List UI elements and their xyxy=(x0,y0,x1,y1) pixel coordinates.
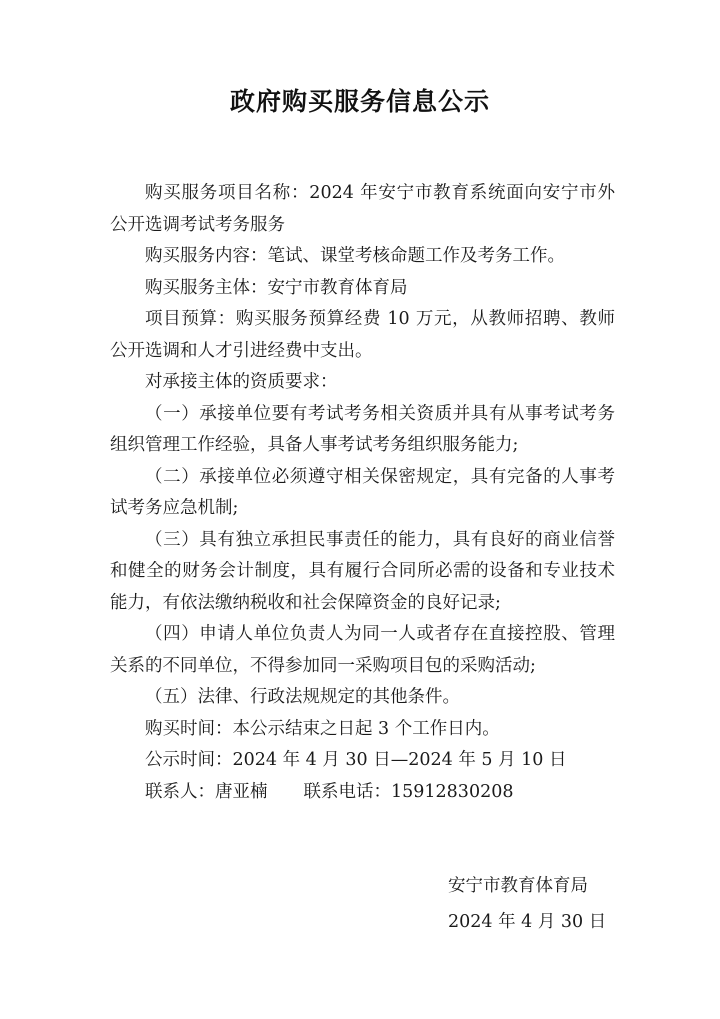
contact-line xyxy=(110,777,615,809)
document-body xyxy=(110,178,615,808)
paragraph-project-name: 购买服务项目名称：2024 年安宁市教育系统面向安宁市外公开选调考试考务服务 xyxy=(110,183,615,235)
paragraph-qualification-4: （四）申请人单位负责人为同一人或者存在直接控股、管理关系的不同单位，不得参加同一采购项目包的采购活动; xyxy=(110,624,615,676)
paragraph-purchase-time: 购买时间：本公示结束之日起 3 个工作日内。 xyxy=(145,718,500,739)
paragraph-service-content: 购买服务内容：笔试、课堂考核命题工作及考务工作。 xyxy=(145,246,565,266)
paragraph-budget: 项目预算：购买服务预算经费 10 万元，从教师招聘、教师公开选调和人才引进经费中支出。 xyxy=(110,309,615,361)
document-title: 政府购买服务信息公示 xyxy=(229,87,490,116)
paragraph-qualification-3: （三）具有独立承担民事责任的能力，具有良好的商业信誉和健全的财务会计制度，具有履行合同所必需的设备和专业技术能力，有依法缴纳税收和社会保障资金的良好记录; xyxy=(110,529,615,613)
paragraph-qualification-5: （五）法律、行政法规规定的其他条件。 xyxy=(145,687,460,707)
signature-org: 安宁市教育体育局 xyxy=(448,876,588,896)
signature-block xyxy=(448,868,606,940)
paragraph-service-subject: 购买服务主体：安宁市教育体育局 xyxy=(145,277,408,298)
contact-phone: 联系电话：15912830208 xyxy=(303,781,514,802)
paragraph-qualification-heading: 对承接主体的资质要求： xyxy=(145,372,338,392)
paragraph-qualification-1: （一）承接单位要有考试考务相关资质并具有从事考试考务组织管理工作经验，具备人事考试考务组织服务能力; xyxy=(110,403,615,455)
paragraph-qualification-2: （二）承接单位必须遵守相关保密规定，具有完备的人事考试考务应急机制; xyxy=(110,466,615,518)
contact-person: 联系人：唐亚楠 xyxy=(145,781,268,802)
paragraph-notice-period: 公示时间：2024 年 4 月 30 日—2024 年 5 月 10 日 xyxy=(145,750,567,770)
signature-date: 2024 年 4 月 30 日 xyxy=(448,912,607,932)
